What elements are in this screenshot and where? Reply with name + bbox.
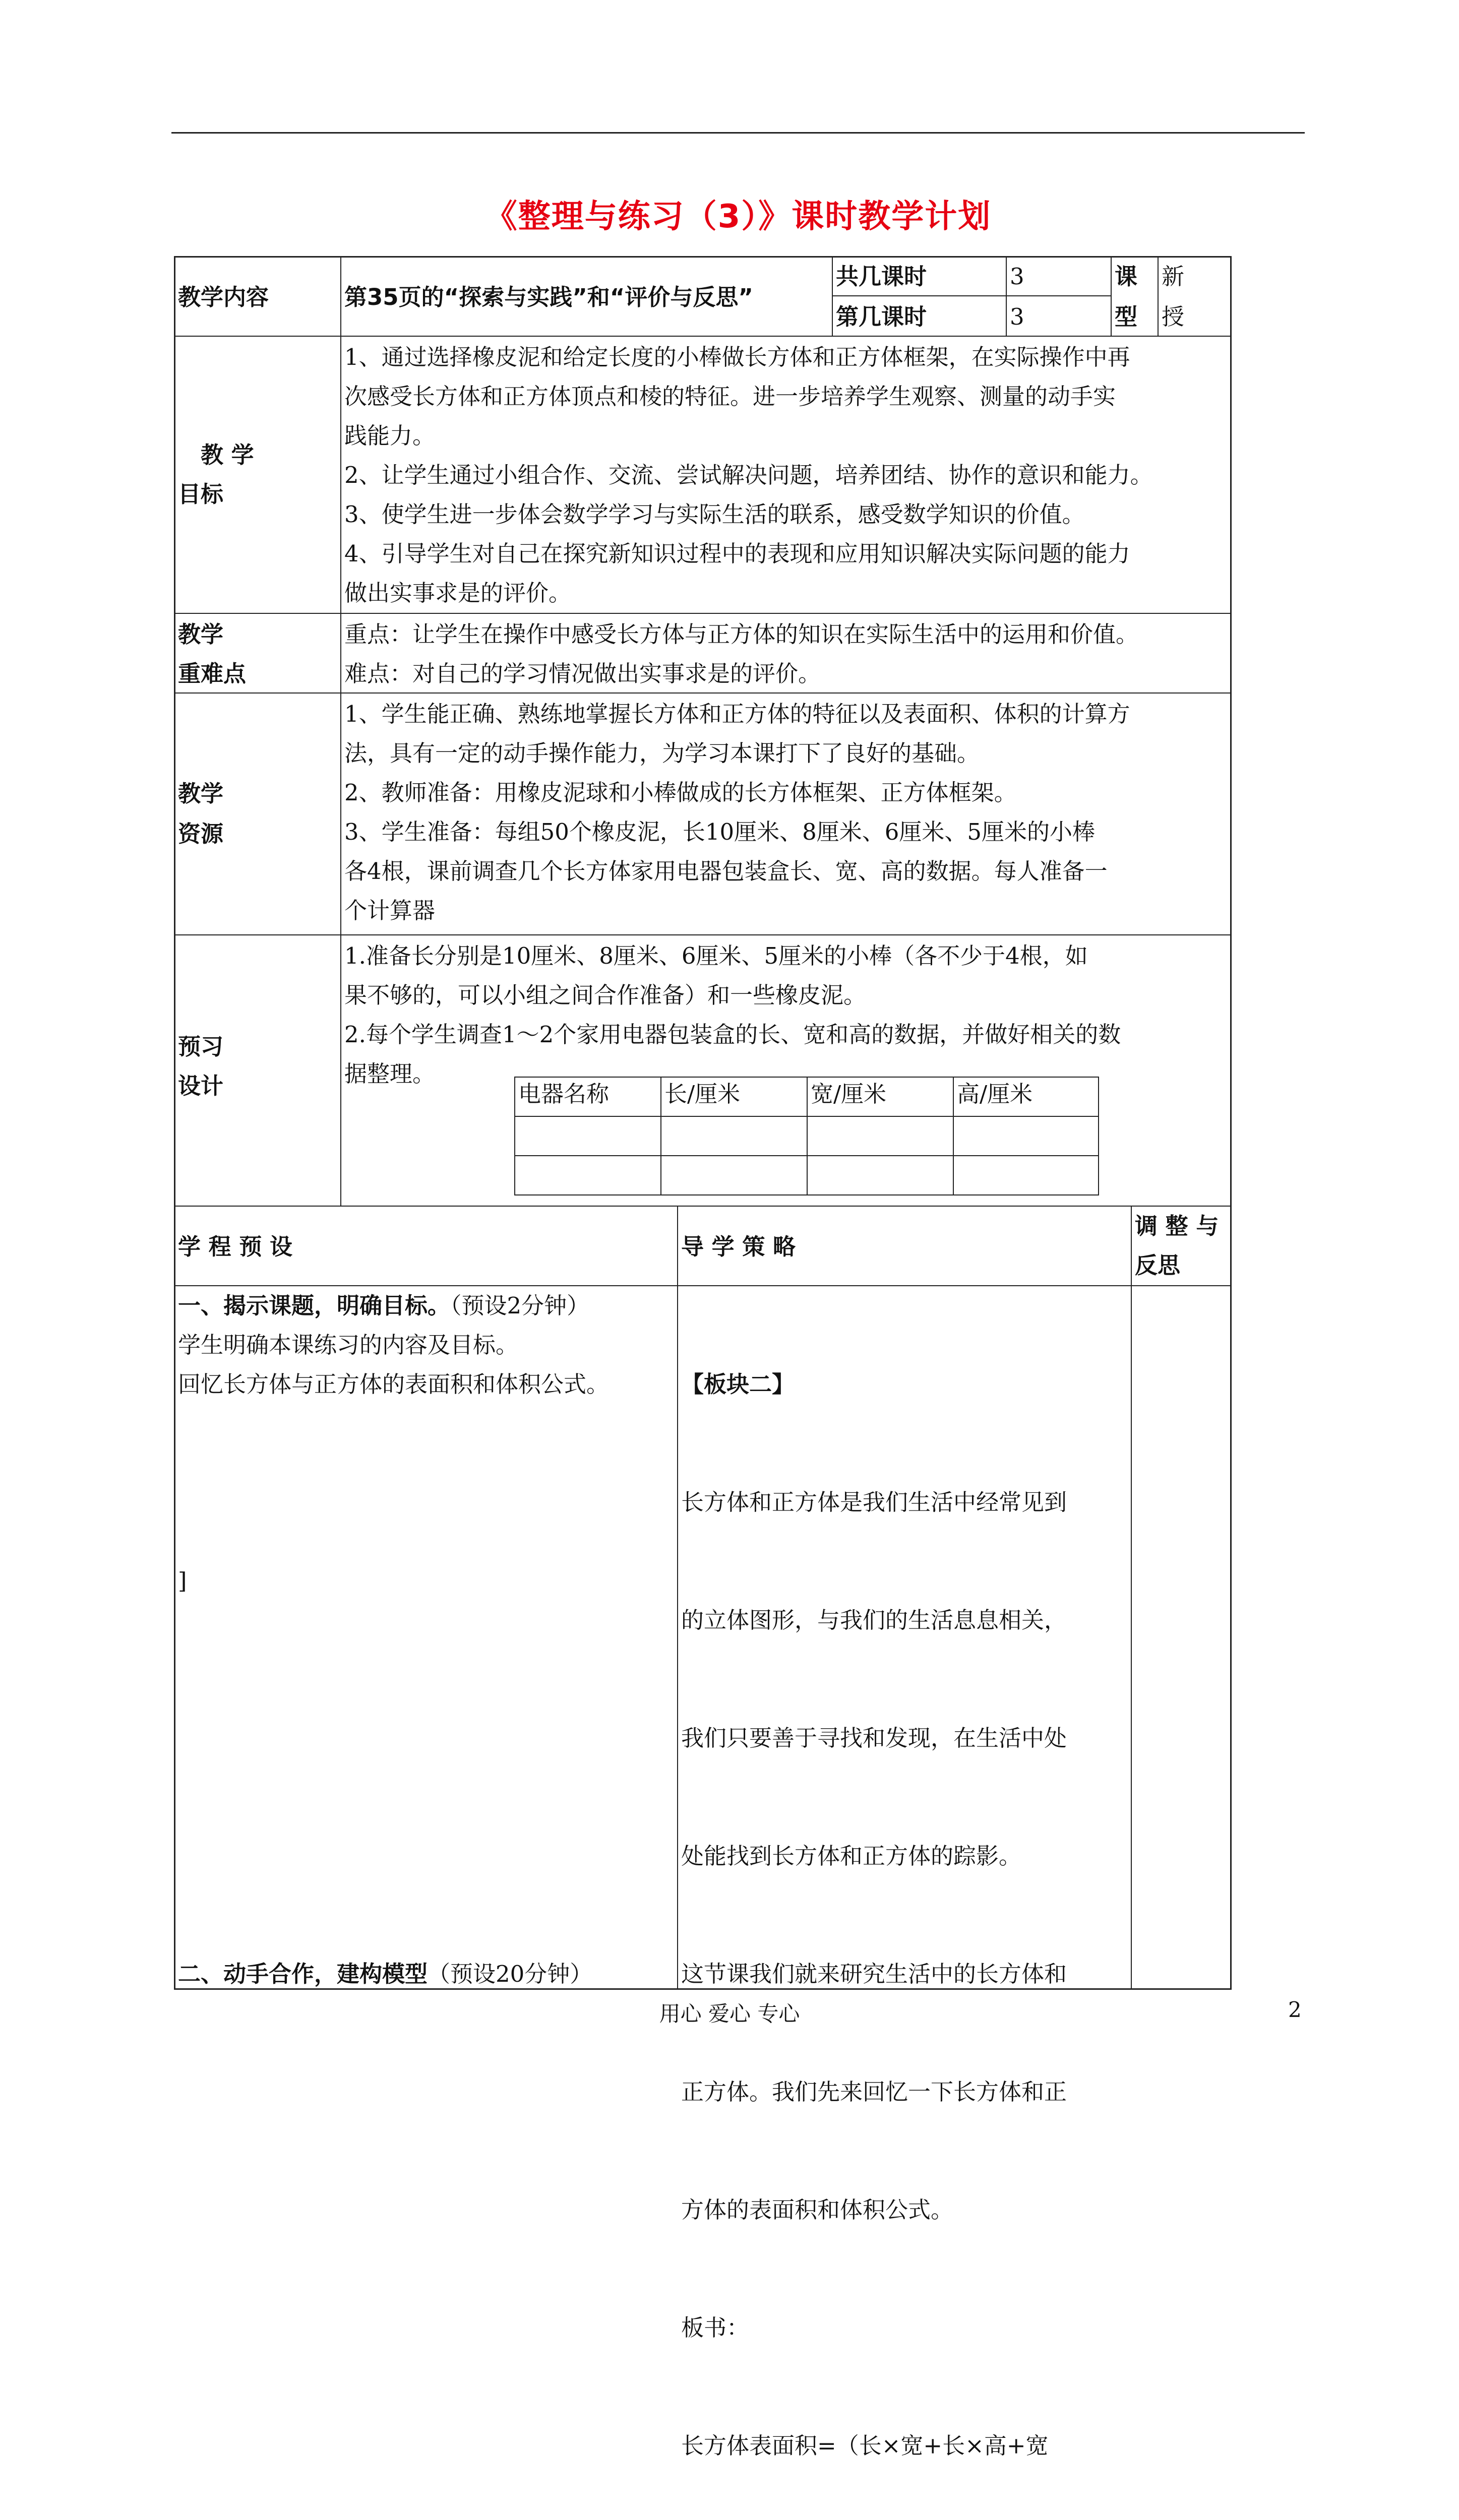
resources-line: 2、教师准备：用橡皮泥球和小棒做成的长方体框架、正方体框架。 [344,779,1017,806]
section1-time: （预设2分钟） [450,1292,590,1319]
section1-heading [175,1286,592,1326]
strategy-line: 板书： [681,2314,750,2341]
resources-line: 3、学生准备：每组50个橡皮泥，长10厘米、8厘米、6厘米、5厘米的小棒 [344,818,1096,845]
goals-text [341,338,1233,613]
type-label-cell [1111,256,1159,337]
process-col3-cell [1131,1285,1232,1990]
preview-label-1: 预习 [178,1033,224,1060]
preview-label-2: 设计 [178,1073,224,1099]
goals-line: 次感受长方体和正方体顶点和棱的特征。进一步培养学生观察、测量的动手实 [344,383,1116,410]
keypoints-text [341,615,1233,694]
section2-heading [175,1955,595,1994]
col1-line: 回忆长方体与正方体的表面积和体积公式。 [178,1371,610,1398]
keypoints-label-cell [174,613,341,694]
process-col3-header-2: 反思 [1135,1252,1181,1279]
strategy-line: 长方体和正方体是我们生活中经常见到 [681,1489,1067,1516]
survey-cell[interactable] [514,1155,661,1195]
strategy-line: 正方体。我们先来回忆一下长方体和正 [681,2078,1067,2105]
current-hour-value: 3 [1010,303,1024,330]
resources-label-2: 资源 [178,821,224,847]
resources-line: 法，具有一定的动手操作能力，为学习本课打下了良好的基础。 [344,740,980,767]
preview-label-cell [174,934,341,1207]
survey-header-height: 高/厘米 [953,1077,1099,1117]
goals-line: 做出实事求是的评价。 [344,580,572,606]
survey-cell[interactable] [953,1116,1099,1156]
resources-label-1: 教学 [178,780,224,807]
resources-label-cell [174,692,341,935]
type-value-cell [1158,256,1232,337]
page-number: 2 [1288,1997,1302,2022]
preview-text [341,936,1233,1094]
strategy-line: 我们只要善于寻找和发现，在生活中处 [681,1725,1067,1751]
keypoints-content-cell [340,613,1232,694]
resources-content-cell [340,692,1232,935]
resources-line: 各4根，课前调查几个长方体家用电器包装盒长、宽、高的数据。每人准备一 [344,858,1108,885]
survey-header-name: 电器名称 [514,1077,661,1117]
goals-content-cell [340,336,1232,614]
goals-label-cell [174,336,341,614]
current-hour-label: 第几课时 [836,303,927,330]
footer-text: 用心 爱心 专心 [659,2001,800,2026]
survey-header-length: 长/厘米 [660,1077,808,1117]
keypoints-label-1: 教学 [178,621,224,648]
strategy-line: 处能找到长方体和正方体的踪影。 [681,1843,1022,1869]
process-col3-header-cell [1131,1206,1232,1286]
process-col1-header: 学 程 预 设 [178,1233,292,1260]
type-label-1: 课 [1115,263,1138,290]
keypoints-label-2: 重难点 [178,660,247,687]
goals-label-2: 目标 [178,481,224,508]
content-value: 第35页的“探索与实践”和“评价与反思” [344,284,753,310]
survey-cell[interactable] [807,1155,954,1195]
survey-cell[interactable] [660,1155,808,1195]
type-value-1: 新 [1162,263,1185,290]
content-label-cell [174,256,341,337]
survey-cell[interactable] [807,1116,954,1156]
total-hours-label-cell [832,256,1007,296]
survey-cell[interactable] [514,1116,661,1156]
strategy-line: 这节课我们就来研究生活中的长方体和 [681,1961,1067,1987]
col1-line: 学生明确本课练习的内容及目标。 [178,1332,519,1358]
type-label-2: 型 [1115,303,1138,330]
section2-title: 二、动手合作，建构模型 [178,1961,428,1987]
survey-cell[interactable] [660,1116,808,1156]
process-col2-header: 导 学 策 略 [681,1233,796,1260]
survey-header-width: 宽/厘米 [807,1077,954,1117]
survey-table [514,1077,1099,1194]
resources-text [341,695,1233,930]
type-value-2: 授 [1162,303,1185,330]
preview-line: 2.每个学生调查1～2个家用电器包装盒的长、宽和高的数据，并做好相关的数 [344,1021,1121,1048]
survey-cell[interactable] [953,1155,1099,1195]
section2-time: （预设20分钟） [428,1961,593,1987]
resources-line: 个计算器 [344,897,436,924]
process-col3-header-1: 调 整 与 [1135,1213,1219,1239]
strategy-line: 的立体图形，与我们的生活息息相关， [681,1607,1067,1633]
preview-line: 据整理。 [344,1060,436,1087]
resources-line: 1、学生能正确、熟练地掌握长方体和正方体的特征以及表面积、体积的计算方 [344,701,1130,727]
goals-line: 1、通过选择橡皮泥和给定长度的小棒做长方体和正方体框架，在实际操作中再 [344,344,1130,370]
goals-label-1: 教 学 [201,442,254,468]
goals-line: 践能力。 [344,422,436,449]
total-hours-value: 3 [1010,263,1024,290]
content-label: 教学内容 [178,284,269,310]
current-hour-label-cell [832,295,1007,337]
total-hours-label: 共几课时 [836,263,927,290]
preview-line: 果不够的，可以小组之间合作准备）和一些橡皮泥。 [344,982,867,1009]
current-hour-value-cell [1006,295,1112,337]
header-rule [171,132,1305,134]
goals-line: 2、让学生通过小组合作、交流、尝试解决问题，培养团结、协作的意识和能力。 [344,462,1153,488]
total-hours-value-cell [1006,256,1112,296]
keypoints-line: 重点：让学生在操作中感受长方体与正方体的知识在实际生活中的运用和价值。 [344,621,1139,648]
strategy-line: 方体的表面积和体积公式。 [681,2196,954,2223]
process-col1-cell [174,1285,678,1990]
process-col2-header-cell [677,1206,1132,1286]
goals-line: 4、引导学生对自己在探究新知识过程中的表现和应用知识解决实际问题的能力 [344,540,1130,567]
strategy-text [678,1286,1133,2520]
page-title: 《整理与练习（3）》课时教学计划 [484,198,992,235]
goals-line: 3、使学生进一步体会数学学习与实际生活的联系，感受数学知识的价值。 [344,501,1085,528]
process-col1-header-cell [174,1206,678,1286]
preview-line: 1.准备长分别是10厘米、8厘米、6厘米、5厘米的小棒（各不少于4根，如 [344,942,1088,969]
col1-bracket: ] [178,1567,187,1594]
strategy-line: 【板块二】 [681,1371,795,1398]
strategy-line: 长方体表面积=（长×宽+长×高+宽 [681,2432,1049,2459]
keypoints-line: 难点：对自己的学习情况做出实事求是的评价。 [344,660,821,687]
section1-title: 一、揭示课题，明确目标。 [178,1292,451,1319]
